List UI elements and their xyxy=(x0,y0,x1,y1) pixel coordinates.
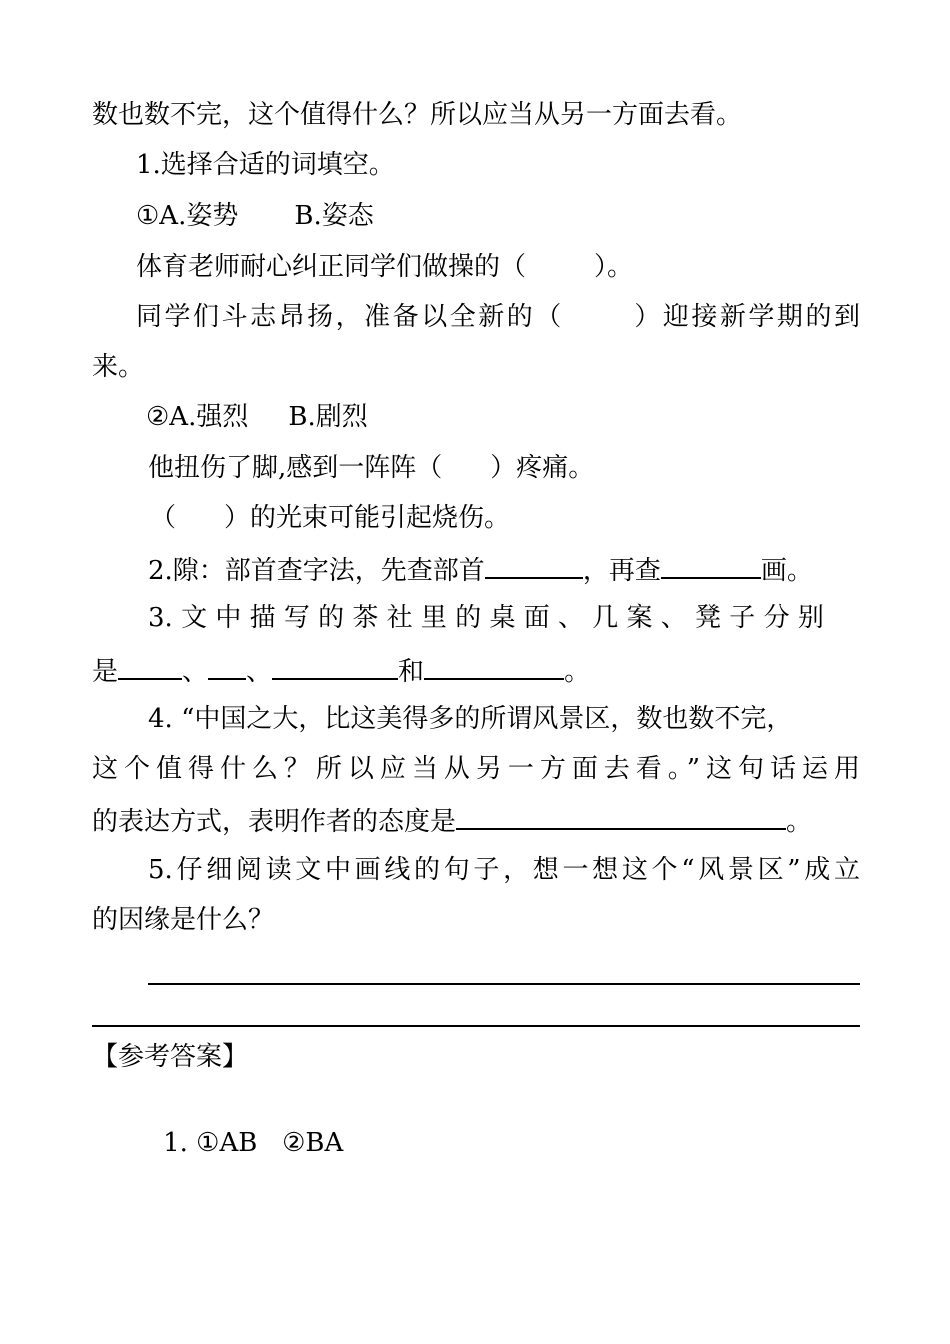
question-4-line-1 xyxy=(148,702,916,736)
question-1a-sentence-1 xyxy=(136,250,904,284)
question-4-line-2 xyxy=(92,752,860,786)
question-1b-sentence-2 xyxy=(150,501,918,535)
question-1b-options xyxy=(146,400,914,434)
sentence-text: ）。 xyxy=(594,252,634,282)
question-text: 和 xyxy=(398,657,425,687)
question-text: 5.仔细阅读文中画线的句子，想一想这个“风景区”成立 xyxy=(148,855,860,885)
sentence-text: （ xyxy=(150,503,177,533)
reference-answer-heading xyxy=(92,1040,860,1074)
question-1-title xyxy=(136,148,904,182)
sentence-text: 体育老师耐心纠正同学们做操的（ xyxy=(136,252,527,282)
question-text: 2.隙：部首查字法，先查部首 xyxy=(148,556,485,586)
sentence-text: 来。 xyxy=(92,352,145,382)
sentence-text: 同学们斗志昂扬，准备以全新的（ xyxy=(136,302,564,332)
section-divider xyxy=(92,1025,860,1027)
sentence-text: ）疼痛。 xyxy=(490,453,595,483)
question-text: 的因缘是什么？ xyxy=(92,905,275,935)
answer-blank[interactable] xyxy=(118,652,182,680)
sentence-text: ）迎接新学期的到 xyxy=(631,302,860,332)
answer-blank[interactable] xyxy=(485,551,583,579)
answer-line[interactable] xyxy=(148,983,860,985)
question-1-title-text: 1.选择合适的词填空。 xyxy=(136,150,395,180)
question-2 xyxy=(148,551,916,588)
question-text: 这个值得什么？所以应当从另一方面去看。”这句话运用 xyxy=(92,754,860,784)
sentence-text: 他扭伤了脚,感到一阵阵（ xyxy=(148,453,443,483)
heading-text: 【参考答案】 xyxy=(92,1042,249,1072)
answer-text: 1. ①AB ②BA xyxy=(163,1128,344,1158)
answer-blank[interactable] xyxy=(424,652,564,680)
question-text: 。 xyxy=(564,657,591,687)
question-5-line-1 xyxy=(148,853,860,887)
question-1a-sentence-2 xyxy=(136,300,860,334)
question-text: 、 xyxy=(246,657,273,687)
option-a-text: ①A.姿势 xyxy=(136,201,239,231)
question-text: 、 xyxy=(182,657,209,687)
question-1b-sentence-1 xyxy=(148,451,916,485)
question-text: 是 xyxy=(92,657,119,687)
question-text: 3. 文 中 描 写 的 茶 社 里 的 桌 面 、 几 案 、 凳 子 分 别 xyxy=(148,603,824,633)
passage-line xyxy=(92,98,860,132)
answer-blank[interactable] xyxy=(456,802,786,830)
question-text: ，再查 xyxy=(582,556,661,586)
question-5-line-2 xyxy=(92,903,860,937)
option-b-text: B.姿态 xyxy=(294,201,374,231)
question-4-line-3 xyxy=(92,802,860,839)
question-1a-options xyxy=(136,199,904,233)
question-3-line-1 xyxy=(148,601,860,635)
passage-text: 数也数不完，这个值得什么？所以应当从另一方面去看。 xyxy=(92,100,743,130)
answer-blank[interactable] xyxy=(272,652,398,680)
question-3-line-2 xyxy=(92,652,860,689)
question-text: 。 xyxy=(786,807,813,837)
question-text: 画。 xyxy=(760,556,813,586)
option-a-text: ②A.强烈 xyxy=(146,402,249,432)
answer-blank[interactable] xyxy=(661,551,761,579)
option-b-text: B.剧烈 xyxy=(288,402,368,432)
reference-answer-1 xyxy=(130,1092,898,1194)
question-1a-sentence-2-continued xyxy=(92,350,860,384)
answer-blank[interactable] xyxy=(208,652,246,680)
question-text: 的表达方式，表明作者的态度是 xyxy=(92,807,457,837)
sentence-text: ）的光束可能引起烧伤。 xyxy=(224,503,511,533)
question-text: 4. “中国之大，比这美得多的所谓风景区，数也数不完， xyxy=(148,704,793,734)
